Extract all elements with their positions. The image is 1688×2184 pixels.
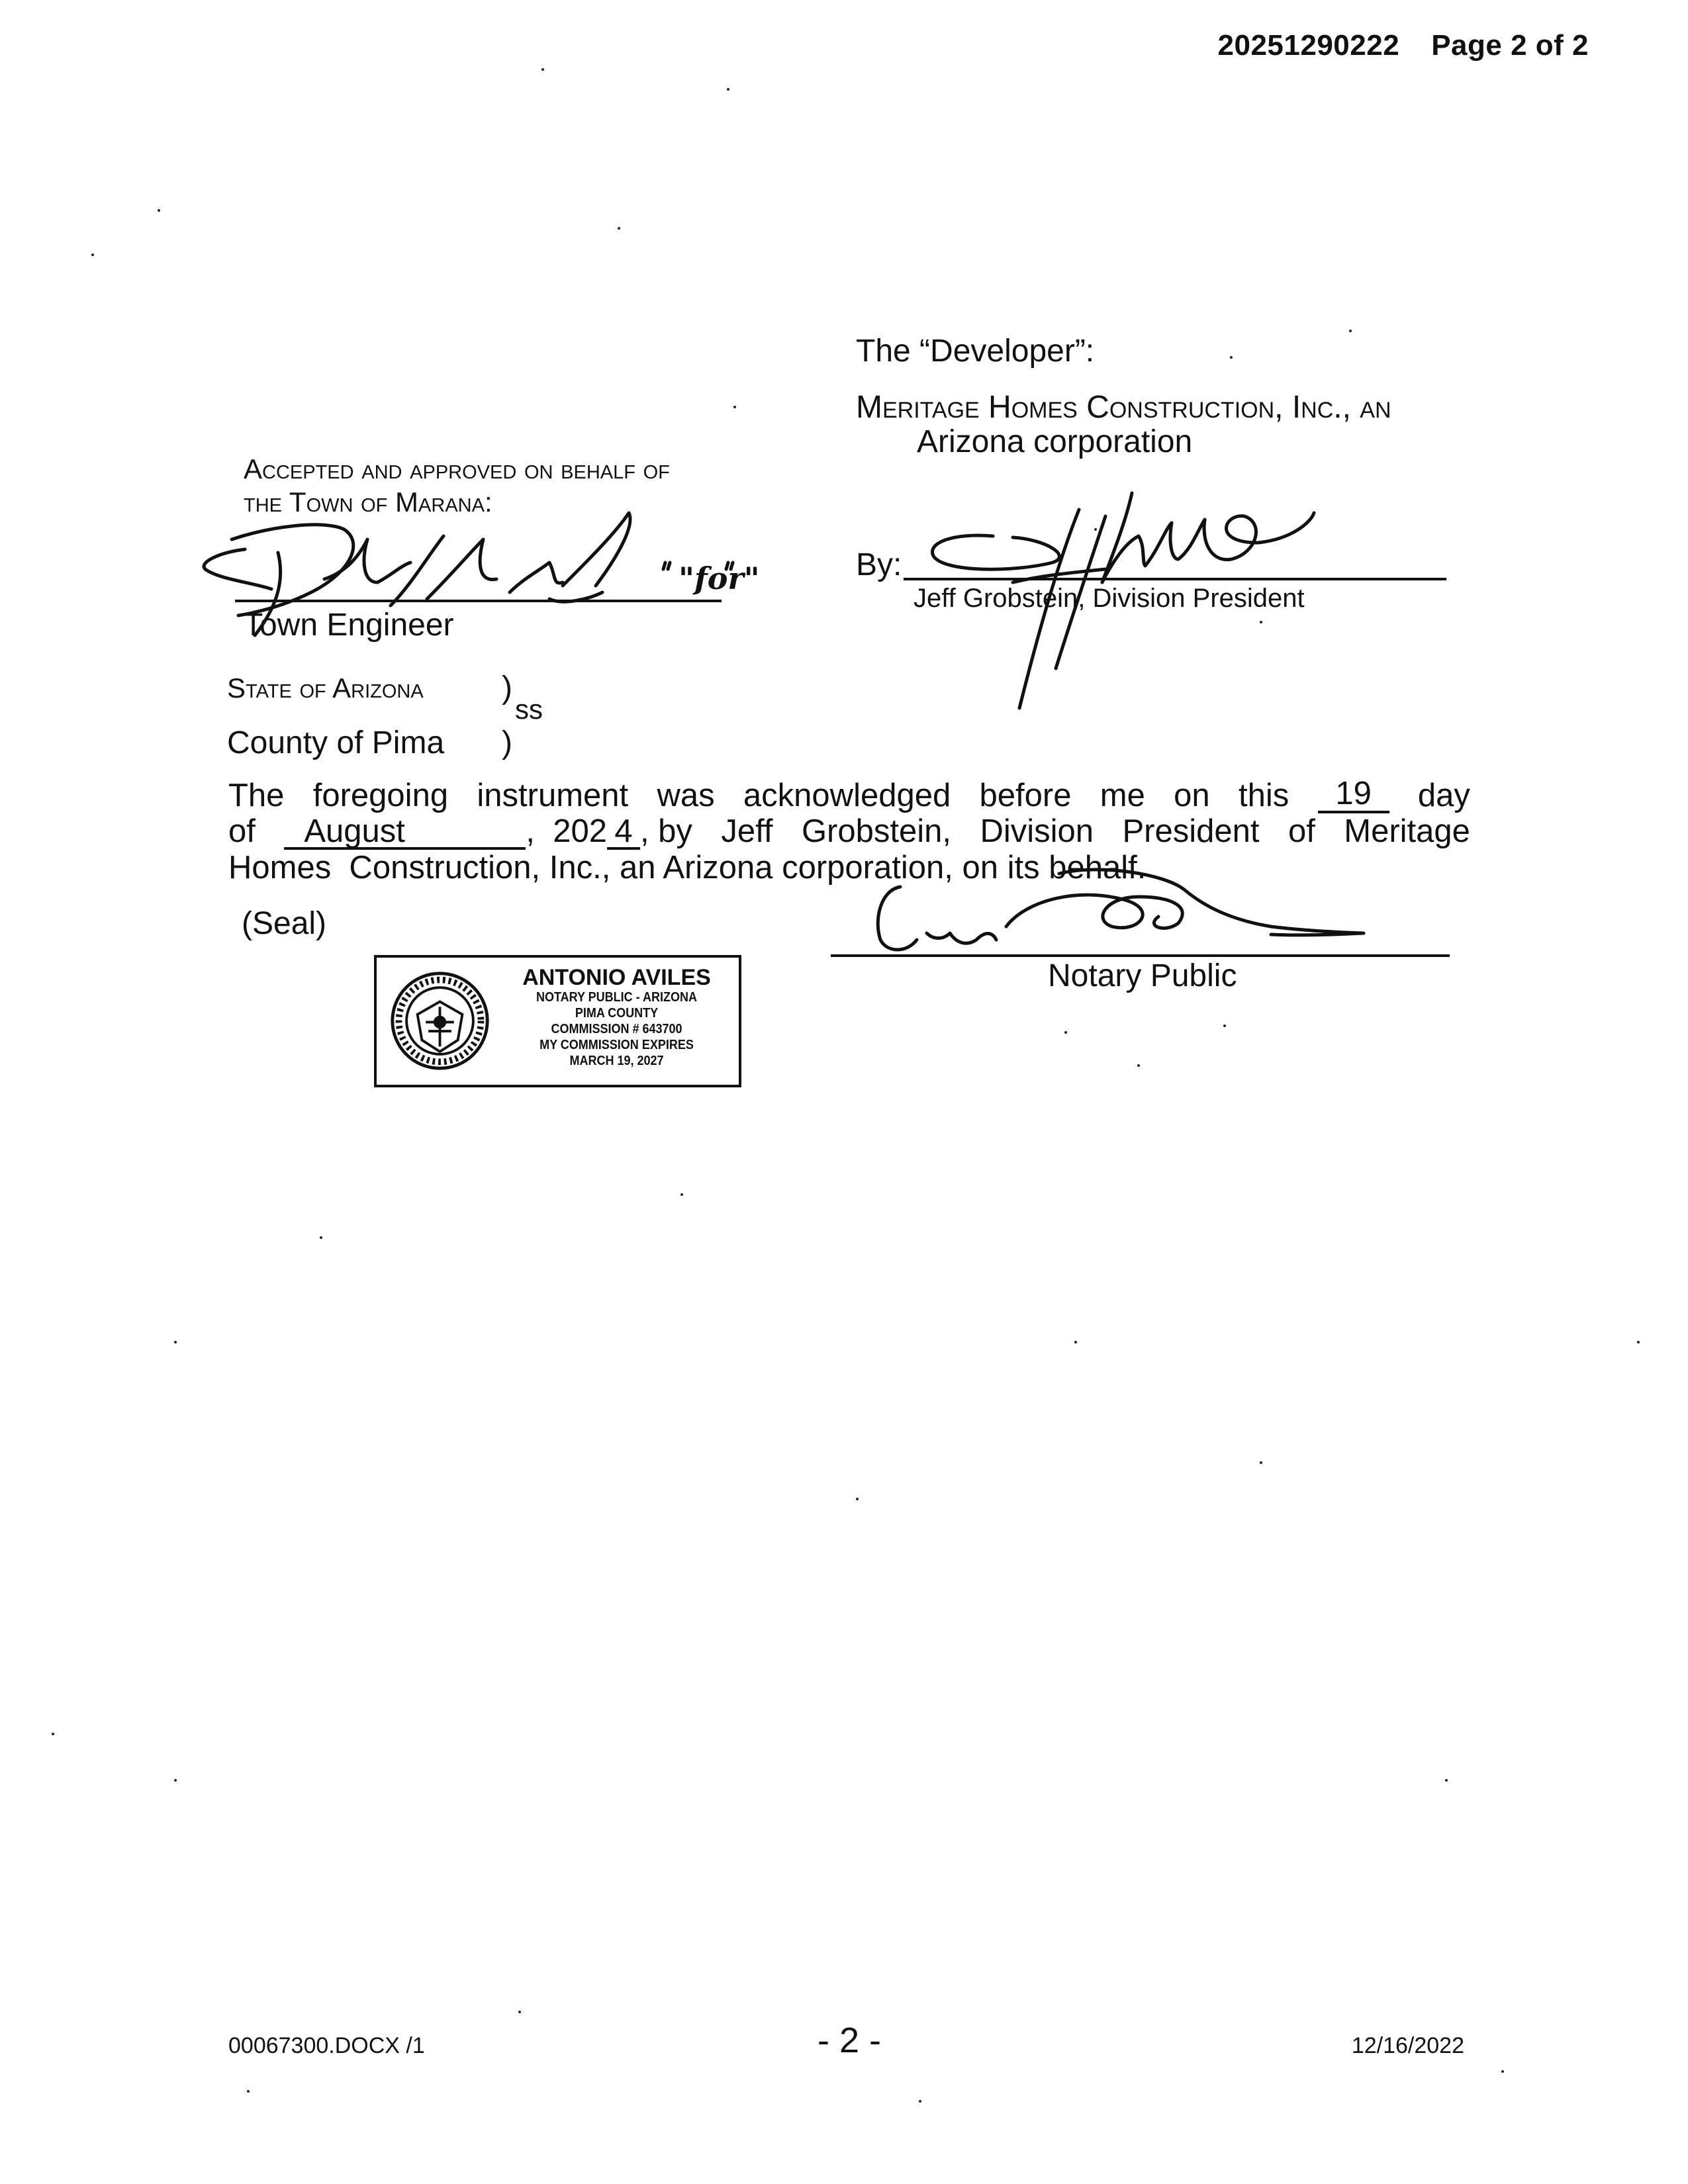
ack-word: President — [1122, 813, 1260, 849]
stamp-line: PIMA COUNTY — [575, 1006, 659, 1021]
ack-word: on — [1174, 778, 1210, 813]
seal-label: (Seal) — [242, 906, 327, 941]
town-engineer-title: Town Engineer — [244, 608, 454, 643]
town-signature-note: "for" — [679, 561, 760, 596]
ack-word: acknowledged — [743, 778, 951, 813]
ack-word: was — [657, 778, 715, 813]
ack-word: before — [979, 778, 1072, 813]
developer-signer-name: Jeff Grobstein, Division President — [914, 584, 1305, 613]
ack-year-prefix: 202 — [553, 813, 607, 849]
stamp-line: COMMISSION # 643700 — [551, 1022, 682, 1036]
ack-word: Jeff — [721, 813, 773, 849]
town-acceptance-line-1: Accepted and approved on behalf of — [244, 453, 670, 484]
venue-county: County of Pima — [227, 725, 445, 760]
ack-word: day — [1417, 778, 1470, 813]
ack-word: foregoing — [312, 778, 449, 813]
ack-word: of — [1288, 813, 1315, 849]
footer-date: 12/16/2022 — [1351, 2033, 1464, 2058]
venue-ss: ss — [515, 694, 543, 725]
stamp-line: NOTARY PUBLIC - ARIZONA — [536, 990, 697, 1005]
ack-year-field: 4 — [607, 815, 640, 850]
developer-label: The “Developer”: — [856, 334, 1095, 369]
ack-word: of — [228, 813, 256, 849]
ack-day-field: 19 — [1318, 778, 1389, 813]
ack-word: Meritage — [1344, 813, 1470, 849]
acknowledgment-line-3: Homes Construction, Inc., an Arizona corporation, on its behalf. — [228, 850, 1147, 886]
recording-number: 20251290222 — [1217, 29, 1400, 62]
notary-public-label: Notary Public — [1048, 958, 1237, 993]
ack-word: The — [228, 778, 285, 813]
stamp-notary-name: ANTONIO AVILES — [522, 965, 711, 990]
by-label: By: — [856, 547, 902, 582]
ack-word: Grobstein, — [801, 813, 951, 849]
footer-page-number: - 2 - — [818, 2021, 882, 2060]
developer-company: Meritage Homes Construction, Inc., an — [856, 390, 1391, 425]
venue-paren-top: ) — [502, 670, 512, 705]
ack-word: me — [1100, 778, 1145, 813]
venue-state: State of Arizona — [227, 672, 424, 704]
town-acceptance-line-2: the Town of Marana: — [244, 486, 492, 518]
ack-month-field: August — [284, 815, 526, 850]
ack-word: , by — [639, 813, 692, 849]
ack-comma: , — [526, 813, 535, 849]
developer-company-type: Arizona corporation — [917, 424, 1193, 459]
venue-paren-bottom: ) — [502, 725, 512, 760]
stamp-line: MY COMMISSION EXPIRES — [539, 1038, 694, 1052]
footer-document-id: 00067300.DOCX /1 — [228, 2033, 425, 2058]
ack-word: instrument — [477, 778, 629, 813]
stamp-line: MARCH 19, 2027 — [569, 1054, 664, 1068]
page-count: Page 2 of 2 — [1431, 29, 1589, 62]
ack-word: Division — [980, 813, 1094, 849]
ack-word: this — [1239, 778, 1289, 813]
